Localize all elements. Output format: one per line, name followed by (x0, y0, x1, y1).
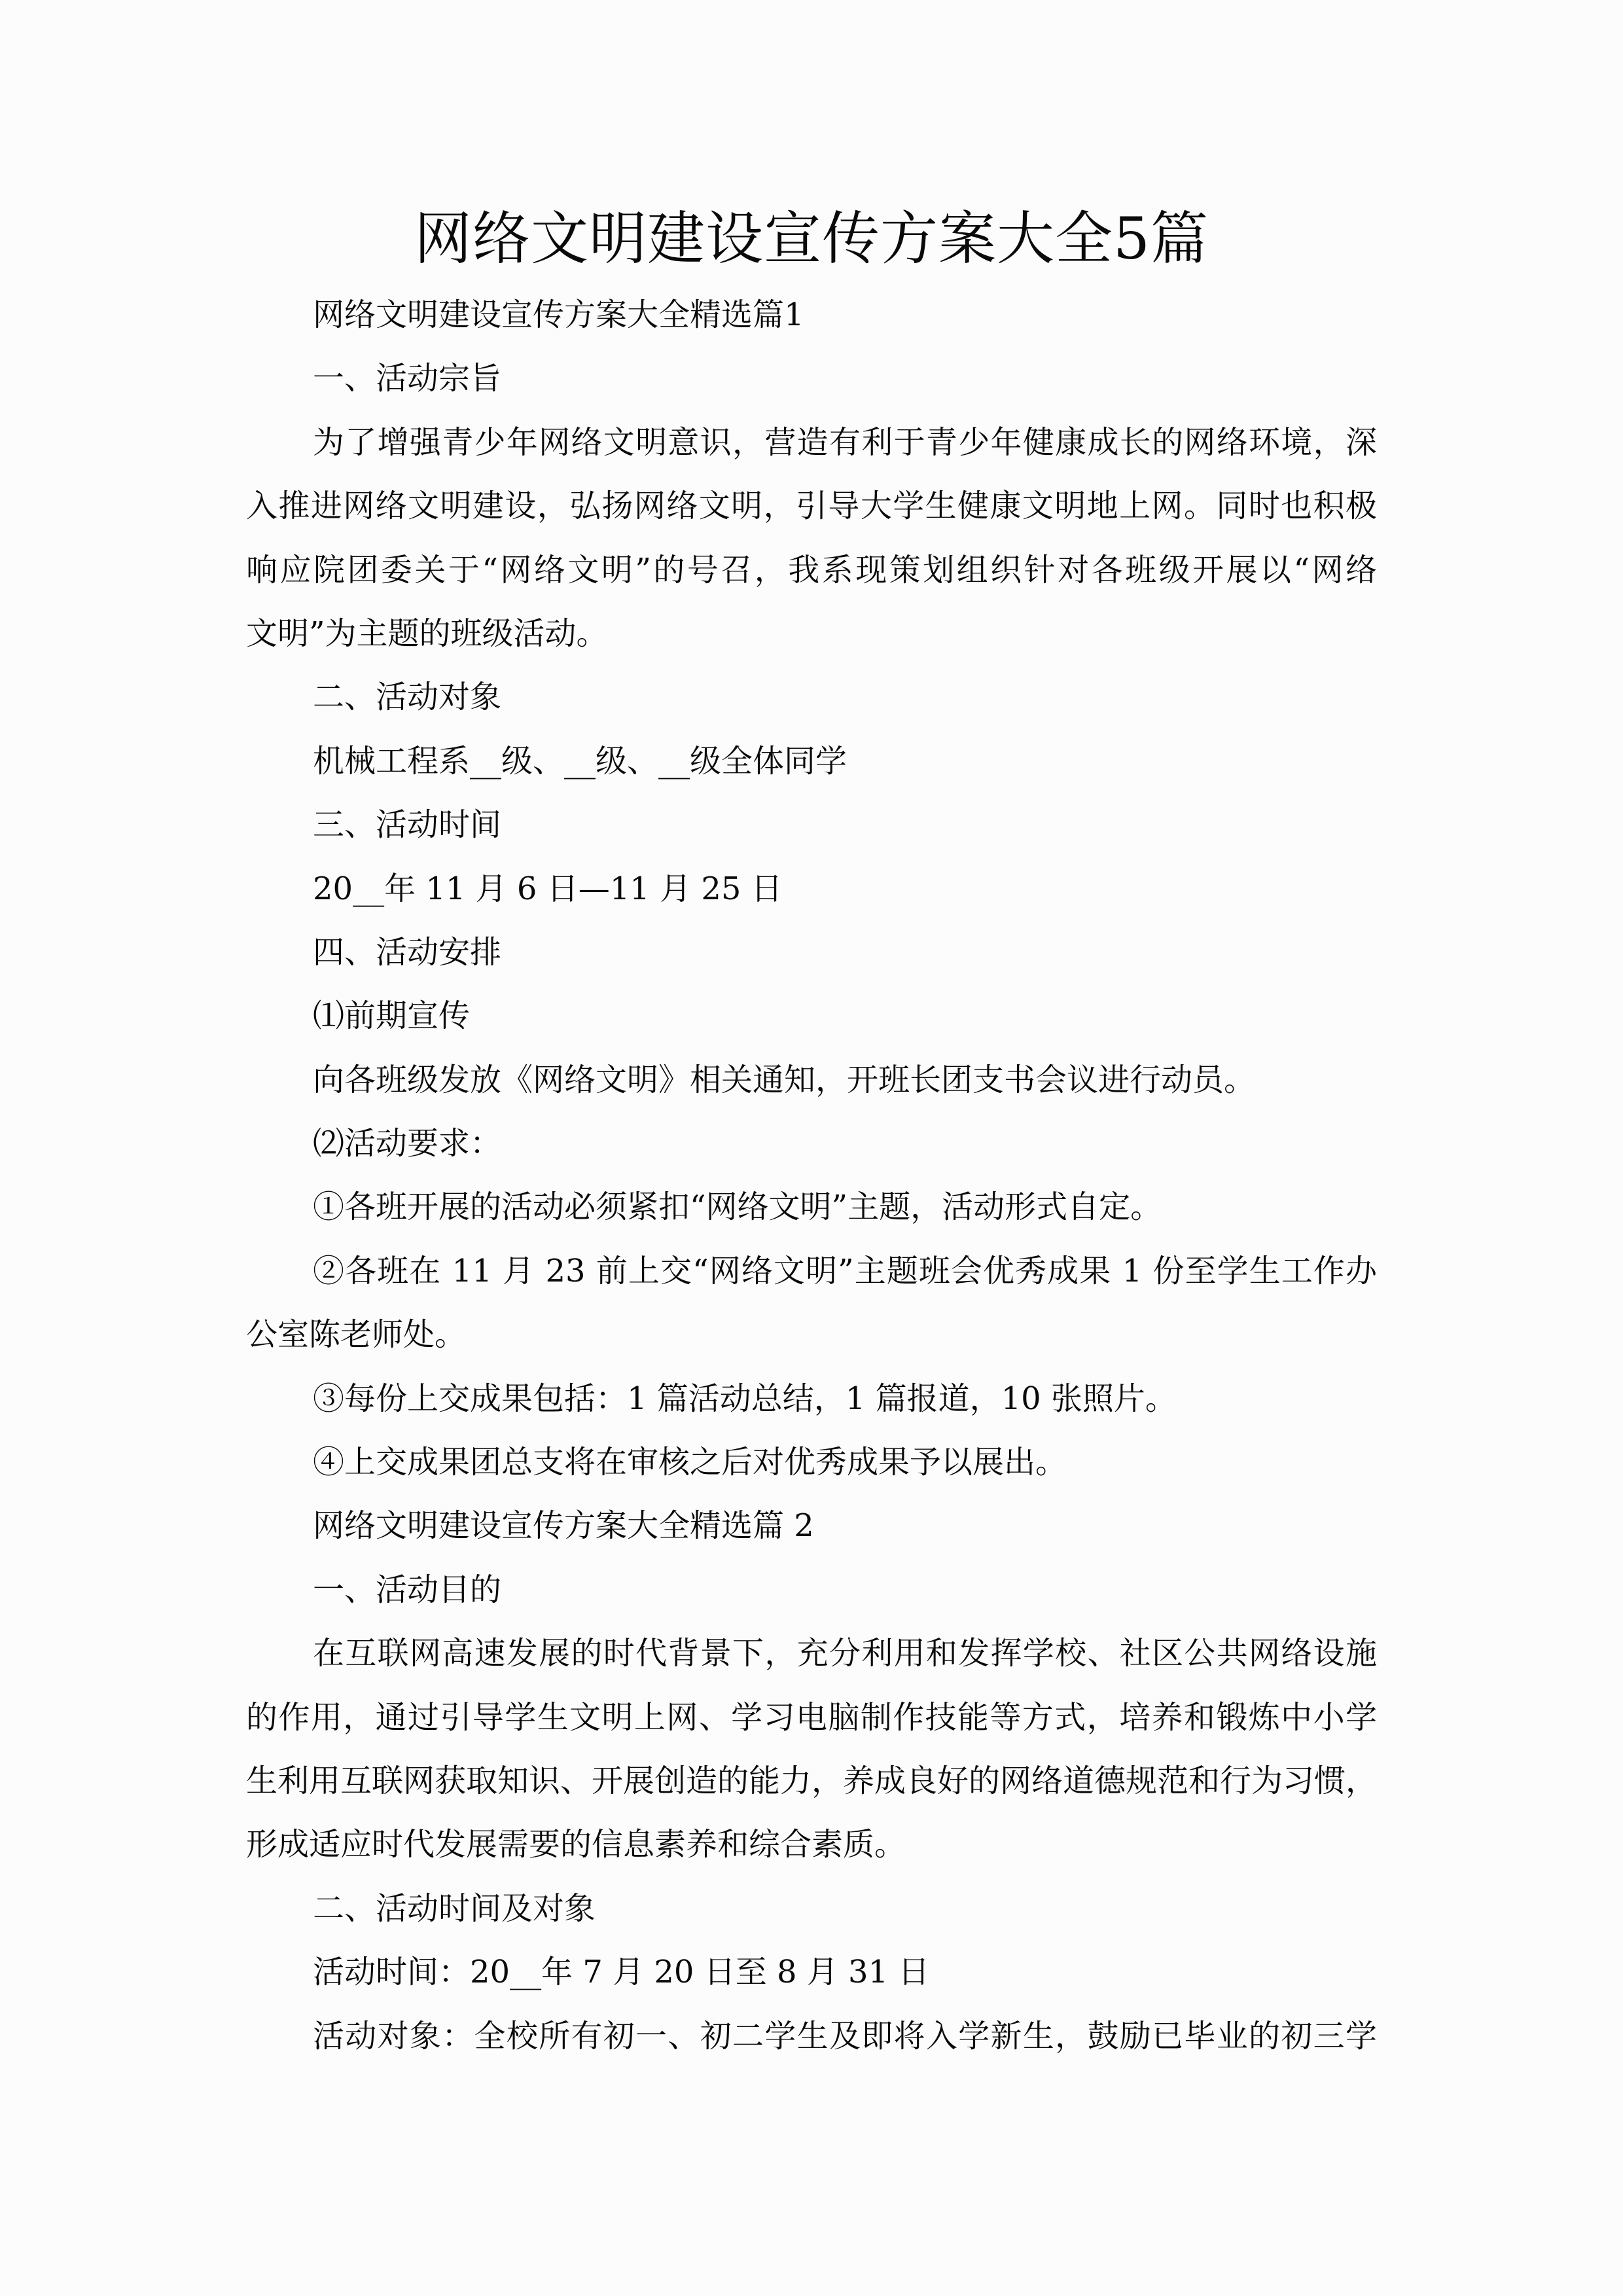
document-body (246, 283, 1377, 2068)
paragraph-line: 文明”为主题的班级活动。 (246, 615, 608, 652)
list-item: ②各班在 11 月 23 前上交“网络文明”主题班会优秀成果 1 份至学生工作办 (313, 1252, 1377, 1289)
section-heading-part-1: 网络文明建设宣传方案大全精选篇1 (313, 296, 804, 333)
heading-activity-arrangement: 四、活动安排 (313, 933, 502, 971)
paragraph-line: 向各班级发放《网络文明》相关通知，开班长团支书会议进行动员。 (313, 1061, 1256, 1098)
heading-activity-time: 三、活动时间 (313, 806, 502, 844)
paragraph-line: 为了增强青少年网络文明意识，营造有利于青少年健康成长的网络环境，深 (313, 423, 1377, 461)
paragraph-line: 入推进网络文明建设，弘扬网络文明，引导大学生健康文明地上网。同时也积极 (246, 488, 1377, 525)
list-item-continuation: 公室陈老师处。 (246, 1316, 467, 1354)
paragraph-line: 形成适应时代发展需要的信息素养和综合素质。 (246, 1826, 906, 1863)
heading-activity-target: 二、活动对象 (313, 679, 502, 716)
paragraph-line: 在互联网高速发展的时代背景下，充分利用和发挥学校、社区公共网络设施 (313, 1635, 1377, 1672)
list-item: ③每份上交成果包括：1 篇活动总结，1 篇报道，10 张照片。 (313, 1380, 1177, 1417)
paragraph-line: 活动对象：全校所有初一、初二学生及即将入学新生，鼓励已毕业的初三学 (313, 2017, 1377, 2054)
subheading-publicity: ⑴前期宣传 (313, 997, 471, 1035)
heading-activity-goal: 一、活动目的 (313, 1571, 502, 1608)
document-title: 网络文明建设宣传方案大全5篇 (414, 205, 1209, 272)
paragraph-line: 活动时间：20__年 7 月 20 日至 8 月 31 日 (313, 1954, 930, 1991)
paragraph-line: 的作用，通过引导学生文明上网、学习电脑制作技能等方式，培养和锻炼中小学 (246, 1698, 1377, 1736)
list-item: ④上交成果团总支将在审核之后对优秀成果予以展出。 (313, 1444, 1067, 1481)
paragraph-line: 生利用互联网获取知识、开展创造的能力，养成良好的网络道德规范和行为习惯， (246, 1762, 1378, 1799)
heading-time-and-target: 二、活动时间及对象 (313, 1890, 596, 1927)
paragraph-line: 20__年 11 月 6 日—11 月 25 日 (313, 870, 783, 907)
section-heading-part-2: 网络文明建设宣传方案大全精选篇 2 (313, 1507, 814, 1545)
heading-activity-purpose: 一、活动宗旨 (313, 360, 502, 397)
list-item: ①各班开展的活动必须紧扣“网络文明”主题，活动形式自定。 (313, 1189, 1162, 1226)
paragraph-line: 机械工程系__级、__级、__级全体同学 (313, 742, 847, 780)
subheading-requirements: ⑵活动要求： (313, 1125, 502, 1162)
paragraph-line: 响应院团委关于“网络文明”的号召，我系现策划组织针对各班级开展以“网络 (246, 551, 1377, 588)
